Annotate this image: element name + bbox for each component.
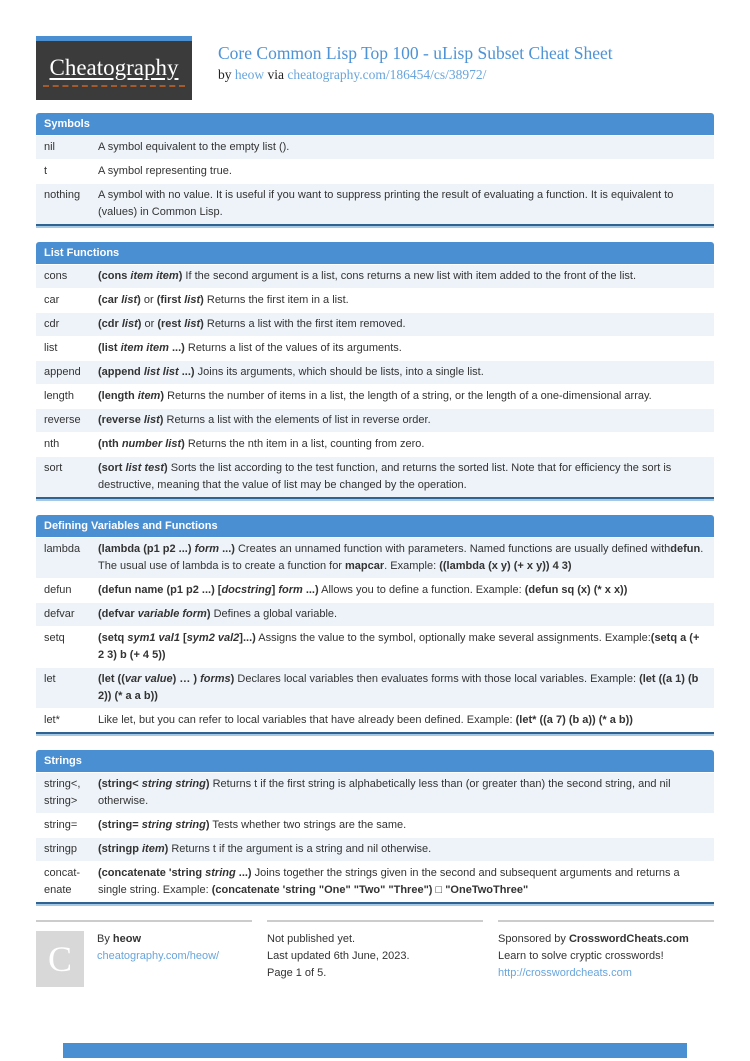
section-symbols	[36, 113, 714, 226]
last-updated: Last updated 6th June, 2023.	[267, 950, 410, 962]
page-count: Page 1 of 5.	[267, 967, 327, 979]
page-footer	[36, 920, 714, 987]
description-cell: (let ((var value) … ) forms) Declares local variables then evaluates forms with those local variables. Example: (let ((a 1) (b 2)) (* a a b))	[98, 673, 699, 702]
table-row	[36, 813, 714, 837]
footer-sponsor-column	[498, 920, 714, 987]
section-header: Strings	[36, 750, 714, 772]
footer-by-line	[97, 931, 219, 948]
description-cell: Like let, but you can refer to local variables that have already been defined. Example: (let* ((a 7) (b a)) (* a b))	[98, 714, 633, 726]
section-defining-variables-and-functions	[36, 515, 714, 734]
term-cell: setq	[44, 632, 65, 644]
term-cell: defvar	[44, 608, 75, 620]
description-cell: (defun name (p1 p2 ...) [docstring] form ...) Allows you to define a function. Example: (defun sq (x) (* x x))	[98, 584, 628, 596]
sponsor-name: CrosswordCheats.com	[568, 933, 689, 945]
table-row	[36, 159, 714, 183]
table-row	[36, 861, 714, 902]
description-cell: (string= string string) Tests whether two strings are the same.	[98, 819, 407, 831]
description-cell: A symbol equivalent to the empty list ().	[98, 141, 290, 153]
byline-by: by	[218, 67, 232, 82]
section-header: Symbols	[36, 113, 714, 135]
description-cell: (string< string string) Returns t if the first string is alphabetically less than (or greater than) the second string, and nil otherwise.	[98, 778, 671, 807]
term-cell: stringp	[44, 843, 78, 855]
sponsor-url-link[interactable]: http://crosswordcheats.com	[498, 967, 632, 979]
description-cell: (list item item ...) Returns a list of the values of its arguments.	[98, 342, 402, 354]
section-header: Defining Variables and Functions	[36, 515, 714, 537]
sheet-url-link[interactable]: cheatography.com/186454/cs/38972/	[287, 67, 487, 82]
table-row	[36, 578, 714, 602]
description-cell: (defvar variable form) Defines a global variable.	[98, 608, 338, 620]
avatar[interactable]	[36, 931, 84, 987]
table-row	[36, 602, 714, 626]
description-cell: (append list list ...) Joins its arguments, which should be lists, into a single list.	[98, 366, 484, 378]
publish-status: Not published yet.	[267, 933, 356, 945]
term-cell: string=	[44, 819, 78, 831]
description-cell: (setq sym1 val1 [sym2 val2]...) Assigns the value to the symbol, optionally make several assignments. Example:(setq a (+ 2 3) b (+ 4 5))	[98, 632, 700, 661]
table-row	[36, 336, 714, 360]
term-cell: cdr	[44, 318, 60, 330]
term-cell: nothing	[44, 189, 81, 201]
cheatography-logo[interactable]	[36, 36, 192, 100]
description-cell: A symbol with no value. It is useful if you want to suppress printing the result of evaluating a function. It is equivalent to (values) in Common Lisp.	[98, 189, 674, 218]
table-row	[36, 360, 714, 384]
bottom-accent-bar	[63, 1043, 687, 1058]
page	[36, 0, 714, 987]
logo-dashed-underline	[43, 55, 184, 87]
sections	[36, 113, 714, 904]
table-row	[36, 456, 714, 497]
byline	[218, 67, 613, 83]
description-cell: (lambda (p1 p2 ...) form ...) Creates an unnamed function with parameters. Named functions are usually defined withdefun. The usual use of lambda is to create a function for mapcar. Example: ((lambda (x y) (+ x y)) 4 3)	[98, 543, 704, 572]
table-row	[36, 432, 714, 456]
term-cell: append	[44, 366, 81, 378]
footer-by-word: By	[97, 933, 110, 945]
description-cell: (stringp item) Returns t if the argument is a string and nil otherwise.	[98, 843, 432, 855]
footer-author-column	[36, 920, 252, 987]
logo-wordmark: Cheatography	[49, 54, 179, 80]
table-row	[36, 708, 714, 732]
page-header	[36, 36, 714, 100]
footer-status-column	[267, 920, 483, 987]
description-cell: (sort list test) Sorts the list according to the test function, and returns the sorted list. Note that for efficiency the sort is destructive, meaning that the value of list may be changed by the operation.	[98, 462, 672, 491]
term-cell: let	[44, 673, 56, 685]
term-cell: string<, string>	[44, 778, 81, 807]
footer-author-url-link[interactable]: cheatography.com/heow/	[97, 950, 220, 962]
term-cell: car	[44, 294, 60, 306]
byline-via: via	[267, 67, 284, 82]
table-row	[36, 667, 714, 708]
term-cell: reverse	[44, 414, 81, 426]
table-row	[36, 264, 714, 288]
table-row	[36, 183, 714, 224]
table-row	[36, 837, 714, 861]
term-cell: length	[44, 390, 74, 402]
section-list-functions	[36, 242, 714, 499]
author-link[interactable]: heow	[234, 67, 265, 82]
description-cell: (cons item item) If the second argument is a list, cons returns a new list with item added to the front of the list.	[98, 270, 637, 282]
logo-body	[36, 41, 192, 100]
term-cell: defun	[44, 584, 72, 596]
term-cell: sort	[44, 462, 63, 474]
sponsor-tagline: Learn to solve cryptic crosswords!	[498, 950, 664, 962]
term-cell: concat-enate	[44, 867, 81, 896]
term-cell: nth	[44, 438, 60, 450]
term-cell: nil	[44, 141, 56, 153]
sponsor-line	[498, 931, 714, 948]
table-row	[36, 384, 714, 408]
table-row	[36, 288, 714, 312]
table-row	[36, 772, 714, 813]
table-row	[36, 135, 714, 159]
table-row	[36, 626, 714, 667]
description-cell: (cdr list) or (rest list) Returns a list with the first item removed.	[98, 318, 406, 330]
term-cell: t	[44, 165, 48, 177]
description-cell: (car list) or (first list) Returns the first item in a list.	[98, 294, 349, 306]
description-cell: (concatenate 'string string ...) Joins together the strings given in the second and subsequent arguments and returns a single string. Example: (concatenate 'string "One" "Two" "Three") □ "OneTwoThree"	[98, 867, 680, 896]
header-text-block	[218, 36, 613, 83]
term-cell: list	[44, 342, 58, 354]
table-row	[36, 408, 714, 432]
page-title[interactable]: Core Common Lisp Top 100 - uLisp Subset Cheat Sheet	[218, 43, 613, 63]
term-cell: cons	[44, 270, 68, 282]
section-header: List Functions	[36, 242, 714, 264]
table-row	[36, 312, 714, 336]
sponsor-prefix: Sponsored by	[498, 933, 566, 945]
description-cell: A symbol representing true.	[98, 165, 232, 177]
avatar-letter: C	[47, 938, 72, 979]
term-cell: lambda	[44, 543, 81, 555]
description-cell: (nth number list) Returns the nth item in a list, counting from zero.	[98, 438, 425, 450]
description-cell: (length item) Returns the number of items in a list, the length of a string, or the length of a one-dimensional array.	[98, 390, 652, 402]
term-cell: let*	[44, 714, 60, 726]
section-strings	[36, 750, 714, 904]
footer-author-text	[97, 931, 219, 987]
description-cell: (reverse list) Returns a list with the elements of list in reverse order.	[98, 414, 431, 426]
table-row	[36, 537, 714, 578]
footer-author-name: heow	[112, 933, 142, 945]
